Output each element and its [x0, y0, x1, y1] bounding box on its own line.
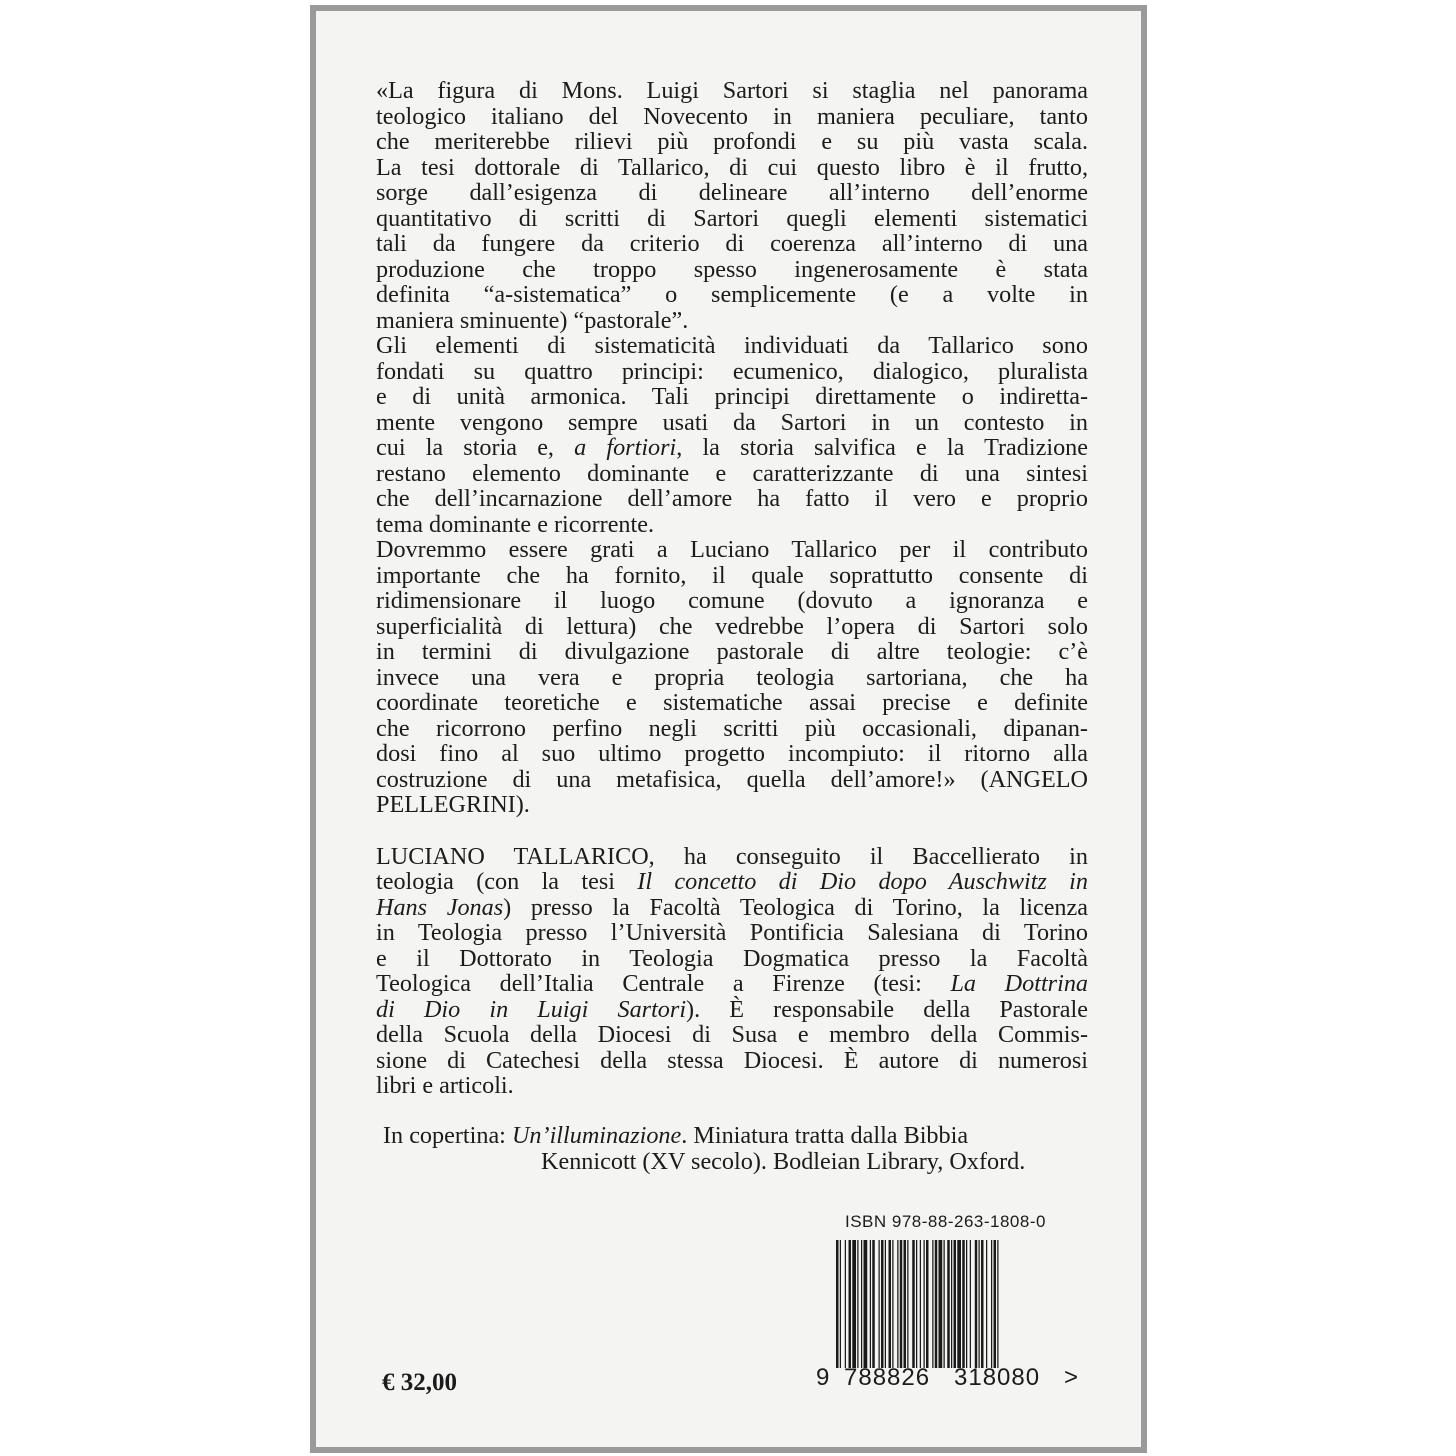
barcode-bar — [966, 1240, 967, 1368]
paragraph-gap — [376, 818, 1088, 844]
barcode-bar — [857, 1240, 858, 1368]
barcode-bar — [981, 1240, 984, 1368]
barcode-bar — [897, 1240, 898, 1368]
barcode-bar — [912, 1240, 915, 1368]
barcode-bar — [986, 1240, 987, 1368]
text-line — [376, 869, 1088, 895]
text-line — [376, 895, 1088, 921]
isbn-label: ISBN 978-88-263-1808-0 — [845, 1212, 1046, 1231]
author-bio-paragraph — [376, 844, 1088, 1099]
barcode-bar — [924, 1240, 925, 1368]
text-line: «La figura di Mons. Luigi Sartori si staglia nel panorama — [376, 77, 1088, 104]
barcode-bar — [881, 1240, 884, 1368]
text-line: PELLEGRINI). — [376, 791, 530, 818]
text-line: tali da fungere da criterio di coerenza all’interno di una — [376, 230, 1088, 257]
barcode-bar — [889, 1240, 892, 1368]
barcode-quiet-zone-marker: > — [1064, 1364, 1080, 1391]
barcode-bar — [885, 1240, 886, 1368]
italic-term: a fortiori — [574, 434, 677, 461]
text-line: definita “a-sistematica” o semplicemente (e a volte in — [376, 281, 1088, 308]
barcode-bar — [916, 1240, 917, 1368]
italic-thesis-title: La Dottrina — [950, 970, 1089, 997]
text-segment: In copertina: — [383, 1122, 512, 1149]
barcode-bar — [900, 1240, 903, 1368]
barcode-bar — [892, 1240, 893, 1368]
barcode-bar — [975, 1240, 978, 1368]
text-line: che meriterebbe rilievi più profondi e su più vasta scala. — [376, 128, 1088, 155]
barcode-bar — [836, 1240, 839, 1368]
barcode-bar — [926, 1240, 929, 1368]
barcode-bar — [840, 1240, 841, 1368]
barcode-bar — [861, 1240, 862, 1368]
text-line: LUCIANO TALLARICO, ha conseguito il Baccellierato in — [376, 842, 1088, 870]
barcode-digits — [816, 1364, 1084, 1392]
barcode-bar — [935, 1240, 938, 1368]
text-line: in termini di divulgazione pastorale di altre teologie: c’è — [376, 638, 1088, 665]
text-line: superficialità di lettura) che vedrebbe l’opera di Sartori solo — [376, 612, 1088, 640]
text-line — [376, 971, 1088, 997]
barcode-bar — [852, 1240, 856, 1368]
barcode — [836, 1240, 1064, 1368]
text-line: sione di Catechesi della stessa Diocesi. È autore di numerosi — [376, 1046, 1088, 1074]
credit-line — [383, 1123, 1088, 1149]
text-segment: , la storia salvifica e la Tradizione — [676, 434, 1088, 461]
text-line: fondati su quattro principi: ecumenico, dialogico, pluralista — [376, 357, 1088, 385]
text-line: importante che ha fornito, il quale soprattutto consente di — [376, 561, 1088, 589]
italic-thesis-title: di Dio in Luigi Sartori — [376, 995, 687, 1023]
text-segment: Teologica dell’Italia Centrale a Firenze (tesi: — [376, 970, 951, 997]
credit-line: Kennicott (XV secolo). Bodleian Library, Oxford. — [541, 1148, 1026, 1175]
italic-thesis-title: Hans Jonas — [376, 893, 504, 921]
text-line: maniera sminuente) “pastorale”. — [376, 306, 689, 334]
text-line: tema dominante e ricorrente. — [376, 510, 655, 538]
barcode-bar — [849, 1240, 852, 1368]
barcode-bar — [954, 1240, 957, 1368]
italic-thesis-title: Il concetto di Dio dopo Auschwitz in — [637, 868, 1088, 895]
barcode-bar — [951, 1240, 952, 1368]
text-line: quantitativo di scritti di Sartori quegli elementi sistematici — [376, 204, 1088, 232]
text-line — [376, 435, 1088, 461]
barcode-bar — [879, 1240, 880, 1368]
barcode-bar — [939, 1240, 943, 1368]
barcode-bar — [864, 1240, 868, 1368]
text-line: e di unità armonica. Tali principi direttamente o indiretta- — [376, 383, 1088, 410]
text-segment: . Miniatura tratta dalla Bibbia — [681, 1122, 969, 1149]
price-label: € 32,00 — [382, 1369, 457, 1396]
barcode-bar — [907, 1240, 908, 1368]
barcode-digit-first: 9 — [816, 1364, 831, 1391]
barcode-bar — [991, 1240, 992, 1368]
quote-paragraph — [376, 78, 1088, 818]
text-line: che ricorrono perfino negli scritti più occasionali, dipanan- — [376, 714, 1088, 742]
text-line: teologico italiano del Novecento in maniera peculiare, tanto — [376, 102, 1088, 130]
text-line: e il Dottorato in Teologia Dogmatica presso la Facoltà — [376, 944, 1088, 972]
barcode-bar — [932, 1240, 933, 1368]
barcode-bar — [920, 1240, 921, 1368]
barcode-bar — [904, 1240, 907, 1368]
text-line: libri e articoli. — [376, 1072, 514, 1099]
barcode-bar — [944, 1240, 945, 1368]
italic-artwork-title: Un’illuminazione — [511, 1122, 682, 1149]
text-line — [376, 997, 1088, 1023]
text-line: restano elemento dominante e caratterizzante di una sintesi — [376, 459, 1088, 487]
back-cover-text — [376, 78, 1088, 1099]
text-segment: cui la storia e, — [376, 434, 575, 461]
text-line: produzione che troppo spesso ingenerosamente è stata — [376, 255, 1088, 283]
text-line: mente vengono sempre usati da Sartori in un contesto in — [376, 408, 1088, 436]
text-line: Dovremmo essere grati a Luciano Tallarico per il contributo — [376, 536, 1088, 563]
text-line: coordinate teoretiche e sistematiche assai precise e definite — [376, 689, 1088, 716]
text-segment: ). È responsabile della Pastorale — [686, 995, 1088, 1023]
text-line: Gli elementi di sistematicità individuati da Tallarico sono — [376, 332, 1088, 359]
text-line: dosi fino al suo ultimo progetto incompiuto: il ritorno alla — [376, 740, 1088, 767]
text-line: costruzione di una metafisica, quella dell’amore!» (ANGELO — [376, 765, 1088, 793]
barcode-digit-group: 318080 — [954, 1364, 1041, 1391]
text-segment: teologia (con la tesi — [376, 868, 638, 895]
barcode-bar — [957, 1240, 961, 1368]
barcode-bar — [845, 1240, 846, 1368]
barcode-bar — [994, 1240, 997, 1368]
barcode-bar — [872, 1240, 875, 1368]
barcode-digit-group: 788826 — [844, 1364, 931, 1391]
text-line: che dell’incarnazione dell’amore ha fatto il vero e proprio — [376, 485, 1088, 512]
text-segment: ) presso la Facoltà Teologica di Torino, la licenza — [503, 893, 1088, 921]
barcode-bar — [979, 1240, 980, 1368]
text-line: della Scuola della Diocesi di Susa e membro della Commis- — [376, 1021, 1088, 1048]
text-line: sorge dall’esigenza di delineare all’interno dell’enorme — [376, 179, 1088, 206]
text-line: La tesi dottorale di Tallarico, di cui questo libro è il frutto, — [376, 153, 1088, 181]
cover-credit — [383, 1123, 1088, 1175]
barcode-bar — [870, 1240, 871, 1368]
barcode-bar — [962, 1240, 965, 1368]
barcode-bar — [970, 1240, 971, 1368]
text-line: in Teologia presso l’Università Pontificia Salesiana di Torino — [376, 919, 1088, 946]
barcode-bar — [997, 1240, 998, 1368]
text-line: ridimensionare il luogo comune (dovuto a ignoranza e — [376, 587, 1088, 614]
barcode-bar — [947, 1240, 950, 1368]
text-line: invece una vera e propria teologia sartoriana, che ha — [376, 663, 1088, 691]
